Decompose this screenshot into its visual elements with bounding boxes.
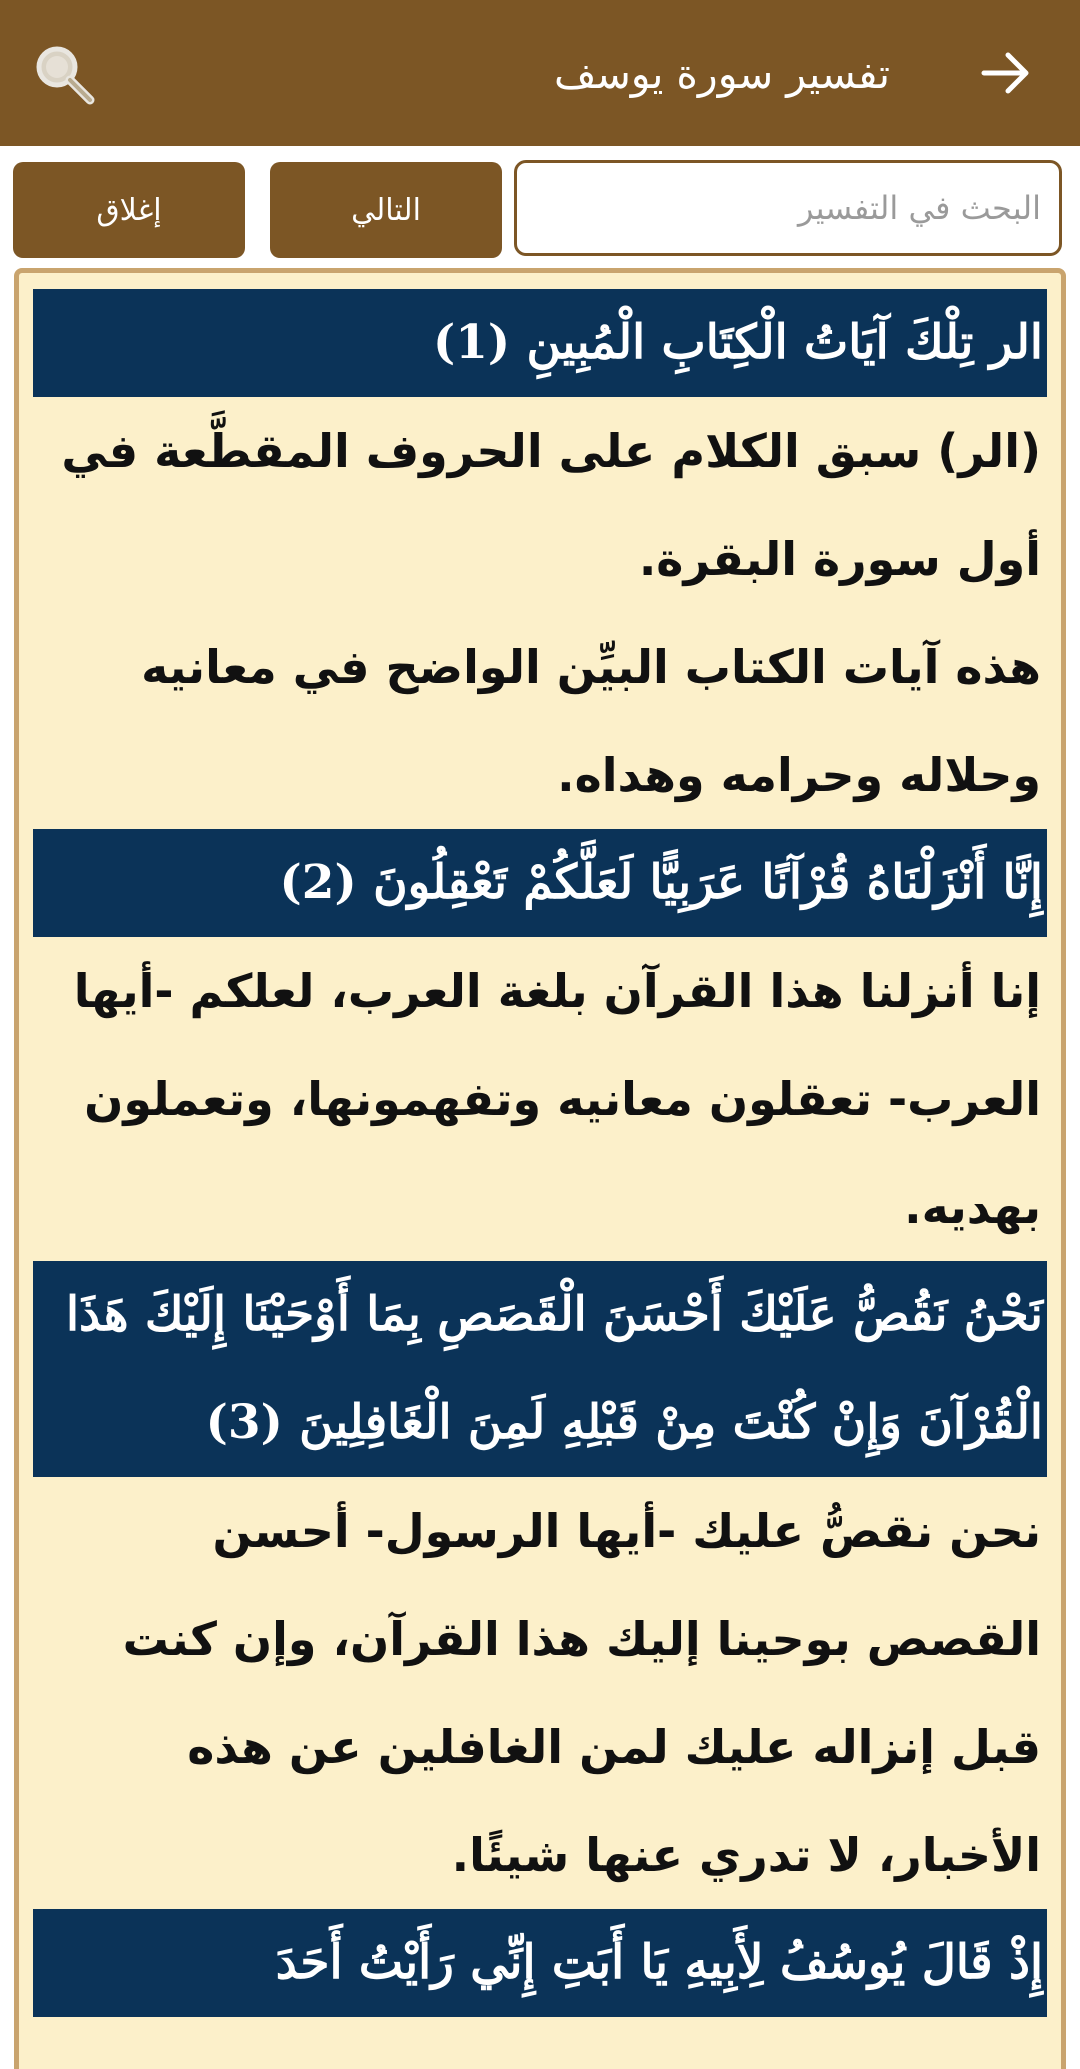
tafsir-paragraph: نحن نقصُّ عليك -أيها الرسول- أحسن القصص بوحينا إليك هذا القرآن، وإن كنت قبل إنزاله عليك لمن الغافلين عن هذه الأخبار، لا تدري عنها شيئًا. xyxy=(122,1504,1041,1882)
tafsir-list xyxy=(19,273,1061,2017)
tafsir-content[interactable] xyxy=(14,268,1066,2069)
tafsir-block xyxy=(33,397,1047,829)
next-button[interactable] xyxy=(270,162,502,258)
verse-block: الر تِلْكَ آيَاتُ الْكِتَابِ الْمُبِينِ (1) xyxy=(33,289,1047,397)
app-bar xyxy=(0,0,1080,146)
close-button-label: إغلاق xyxy=(96,192,162,228)
next-button-label: التالي xyxy=(351,192,421,228)
search-toolbar xyxy=(0,146,1080,266)
verse-block: إِنَّا أَنْزَلْنَاهُ قُرْآنًا عَرَبِيًّا لَعَلَّكُمْ تَعْقِلُونَ (2) xyxy=(33,829,1047,937)
magnifier-icon[interactable] xyxy=(30,40,98,108)
verse-block: إِذْ قَالَ يُوسُفُ لِأَبِيهِ يَا أَبَتِ إِنِّي رَأَيْتُ أَحَدَ xyxy=(33,1909,1047,2017)
page-title: تفسير سورة يوسف xyxy=(554,50,890,98)
tafsir-paragraph: إنا أنزلنا هذا القرآن بلغة العرب، لعلكم -أيها العرب- تعقلون معانيه وتفهمونها، وتعملون بهديه. xyxy=(73,964,1041,1234)
search-input[interactable] xyxy=(514,160,1062,256)
tafsir-block xyxy=(33,937,1047,1261)
tafsir-paragraph: (الر) سبق الكلام على الحروف المقطَّعة في أول سورة البقرة. xyxy=(61,424,1041,586)
close-button[interactable] xyxy=(13,162,245,258)
verse-block: نَحْنُ نَقُصُّ عَلَيْكَ أَحْسَنَ الْقَصَصِ بِمَا أَوْحَيْنَا إِلَيْكَ هَذَا الْقُرْآنَ وَإِنْ كُنْتَ مِنْ قَبْلِهِ لَمِنَ الْغَافِلِينَ (3) xyxy=(33,1261,1047,1477)
tafsir-paragraph: هذه آيات الكتاب البيِّن الواضح في معانيه وحلاله وحرامه وهداه. xyxy=(141,640,1041,802)
tafsir-block xyxy=(33,1477,1047,1909)
arrow-right-icon[interactable] xyxy=(976,43,1036,103)
